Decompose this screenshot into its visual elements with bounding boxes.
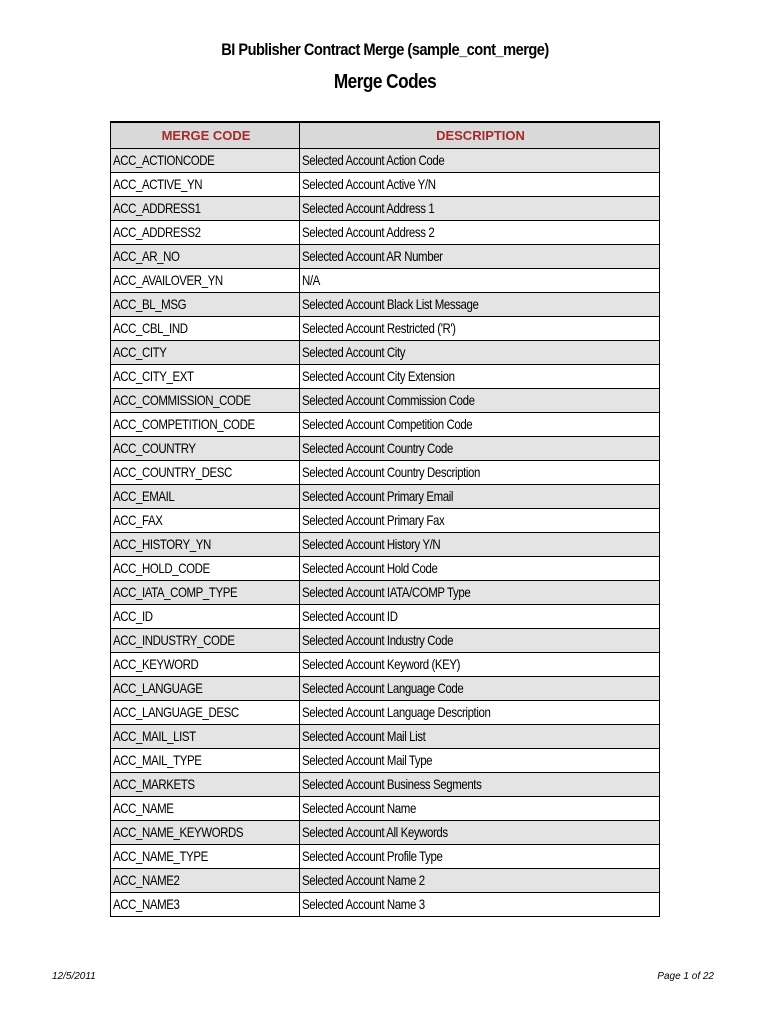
description-cell (300, 628, 660, 652)
table-row (111, 436, 660, 460)
description-cell (300, 268, 660, 292)
merge-code-cell-text: ACC_FAX (113, 512, 163, 528)
merge-code-cell-text: ACC_ACTIONCODE (113, 152, 215, 168)
description-cell (300, 388, 660, 412)
description-cell (300, 244, 660, 268)
description-cell-text: Selected Account City (302, 344, 406, 360)
description-cell (300, 604, 660, 628)
description-cell (300, 772, 660, 796)
table-row (111, 628, 660, 652)
table-row (111, 292, 660, 316)
merge-code-cell-text: ACC_IATA_COMP_TYPE (113, 584, 238, 600)
description-cell (300, 556, 660, 580)
footer-date: 12/5/2011 (52, 971, 96, 982)
merge-code-cell-text: ACC_ADDRESS2 (113, 224, 201, 240)
footer-page-number: Page 1 of 22 (657, 971, 714, 982)
merge-code-cell (111, 460, 300, 484)
table-row (111, 556, 660, 580)
merge-code-cell-text: ACC_EMAIL (113, 488, 175, 504)
description-cell-text: Selected Account Address 2 (302, 224, 435, 240)
description-cell-text: Selected Account Commission Code (302, 392, 475, 408)
table-row (111, 652, 660, 676)
table-row (111, 676, 660, 700)
description-cell (300, 460, 660, 484)
merge-code-cell (111, 196, 300, 220)
merge-codes-table (110, 121, 660, 917)
merge-code-cell-text: ACC_NAME_KEYWORDS (113, 824, 244, 840)
merge-code-cell-text: ACC_HOLD_CODE (113, 560, 210, 576)
description-cell-text: Selected Account Action Code (302, 152, 445, 168)
description-cell-text: Selected Account Profile Type (302, 848, 443, 864)
merge-code-cell-text: ACC_COMPETITION_CODE (113, 416, 255, 432)
description-cell-text: Selected Account Keyword (KEY) (302, 656, 461, 672)
description-cell-text: Selected Account Hold Code (302, 560, 438, 576)
merge-code-cell-text: ACC_MARKETS (113, 776, 195, 792)
table-row (111, 244, 660, 268)
description-cell (300, 724, 660, 748)
table-row (111, 820, 660, 844)
merge-code-cell-text: ACC_INDUSTRY_CODE (113, 632, 235, 648)
merge-code-cell (111, 316, 300, 340)
merge-code-cell (111, 652, 300, 676)
description-cell (300, 364, 660, 388)
description-cell-text: Selected Account Industry Code (302, 632, 454, 648)
merge-code-cell (111, 244, 300, 268)
merge-code-cell (111, 580, 300, 604)
merge-code-cell-text: ACC_LANGUAGE (113, 680, 203, 696)
merge-code-cell-text: ACC_HISTORY_YN (113, 536, 211, 552)
merge-code-cell-text: ACC_NAME_TYPE (113, 848, 208, 864)
description-cell-text: Selected Account Address 1 (302, 200, 435, 216)
description-cell-text: N/A (302, 272, 320, 288)
table-body (111, 148, 660, 916)
merge-code-cell-text: ACC_MAIL_TYPE (113, 752, 202, 768)
table-row (111, 892, 660, 916)
document-title: BI Publisher Contract Merge (sample_cont_merge) (221, 40, 549, 59)
column-header-description: DESCRIPTION (300, 122, 660, 148)
table-row (111, 700, 660, 724)
description-cell (300, 340, 660, 364)
description-cell-text: Selected Account Name 3 (302, 896, 425, 912)
description-cell (300, 316, 660, 340)
merge-code-cell (111, 412, 300, 436)
description-cell-text: Selected Account ID (302, 608, 398, 624)
table-row (111, 148, 660, 172)
table-row (111, 508, 660, 532)
document-subtitle: Merge Codes (333, 71, 437, 93)
merge-code-cell (111, 700, 300, 724)
description-cell-text: Selected Account Competition Code (302, 416, 473, 432)
merge-code-cell (111, 628, 300, 652)
description-cell-text: Selected Account City Extension (302, 368, 455, 384)
description-cell-text: Selected Account Active Y/N (302, 176, 436, 192)
description-cell-text: Selected Account Mail Type (302, 752, 433, 768)
description-cell-text: Selected Account Primary Email (302, 488, 454, 504)
table-row (111, 268, 660, 292)
description-cell (300, 580, 660, 604)
merge-code-cell (111, 772, 300, 796)
table-row (111, 844, 660, 868)
merge-code-cell-text: ACC_CITY (113, 344, 167, 360)
merge-code-cell (111, 484, 300, 508)
description-cell (300, 892, 660, 916)
merge-code-cell (111, 220, 300, 244)
description-cell-text: Selected Account Primary Fax (302, 512, 445, 528)
table-row (111, 340, 660, 364)
merge-code-cell (111, 556, 300, 580)
merge-code-cell-text: ACC_ACTIVE_YN (113, 176, 203, 192)
description-cell-text: Selected Account Name (302, 800, 416, 816)
description-cell-text: Selected Account Language Code (302, 680, 464, 696)
merge-code-cell-text: ACC_COMMISSION_CODE (113, 392, 251, 408)
description-cell (300, 484, 660, 508)
description-cell-text: Selected Account Language Description (302, 704, 491, 720)
table-row (111, 196, 660, 220)
merge-code-cell (111, 172, 300, 196)
merge-code-cell (111, 364, 300, 388)
description-cell-text: Selected Account AR Number (302, 248, 443, 264)
merge-code-cell-text: ACC_NAME2 (113, 872, 180, 888)
merge-code-cell-text: ACC_KEYWORD (113, 656, 199, 672)
table-row (111, 388, 660, 412)
description-cell (300, 148, 660, 172)
description-cell (300, 652, 660, 676)
table-row (111, 724, 660, 748)
table-row (111, 364, 660, 388)
description-cell-text: Selected Account Country Description (302, 464, 480, 480)
description-cell-text: Selected Account Black List Message (302, 296, 479, 312)
table-row (111, 172, 660, 196)
merge-code-cell (111, 868, 300, 892)
merge-code-cell-text: ACC_COUNTRY_DESC (113, 464, 232, 480)
merge-code-cell (111, 604, 300, 628)
merge-code-cell (111, 268, 300, 292)
merge-code-cell (111, 292, 300, 316)
description-cell (300, 220, 660, 244)
description-cell (300, 436, 660, 460)
description-cell (300, 820, 660, 844)
description-cell (300, 868, 660, 892)
merge-code-cell (111, 844, 300, 868)
description-cell (300, 700, 660, 724)
merge-code-cell-text: ACC_CBL_IND (113, 320, 188, 336)
table-row (111, 412, 660, 436)
description-cell (300, 412, 660, 436)
table-row (111, 748, 660, 772)
table-row (111, 460, 660, 484)
merge-code-cell (111, 436, 300, 460)
table-row (111, 604, 660, 628)
description-cell-text: Selected Account Country Code (302, 440, 453, 456)
description-cell-text: Selected Account Restricted ('R') (302, 320, 456, 336)
merge-code-cell-text: ACC_AR_NO (113, 248, 180, 264)
table-row (111, 484, 660, 508)
description-cell (300, 292, 660, 316)
description-cell (300, 508, 660, 532)
description-cell (300, 196, 660, 220)
description-cell-text: Selected Account Name 2 (302, 872, 425, 888)
merge-code-cell (111, 796, 300, 820)
merge-code-cell-text: ACC_COUNTRY (113, 440, 196, 456)
description-cell (300, 796, 660, 820)
description-cell-text: Selected Account IATA/COMP Type (302, 584, 471, 600)
description-cell (300, 532, 660, 556)
description-cell-text: Selected Account Business Segments (302, 776, 482, 792)
description-cell-text: Selected Account History Y/N (302, 536, 441, 552)
merge-code-cell-text: ACC_AVAILOVER_YN (113, 272, 223, 288)
merge-code-cell (111, 508, 300, 532)
merge-code-cell-text: ACC_LANGUAGE_DESC (113, 704, 239, 720)
column-header-merge-code: MERGE CODE (111, 122, 300, 148)
merge-code-cell-text: ACC_CITY_EXT (113, 368, 194, 384)
table-header-row (111, 122, 660, 148)
merge-code-cell-text: ACC_ID (113, 608, 153, 624)
merge-code-cell (111, 724, 300, 748)
merge-code-cell (111, 148, 300, 172)
merge-code-cell-text: ACC_NAME3 (113, 896, 180, 912)
merge-code-cell-text: ACC_ADDRESS1 (113, 200, 201, 216)
merge-code-cell (111, 820, 300, 844)
merge-code-cell-text: ACC_MAIL_LIST (113, 728, 196, 744)
description-cell-text: Selected Account Mail List (302, 728, 426, 744)
merge-code-cell-text: ACC_BL_MSG (113, 296, 187, 312)
table-row (111, 580, 660, 604)
table-row (111, 316, 660, 340)
description-cell (300, 748, 660, 772)
merge-code-cell-text: ACC_NAME (113, 800, 174, 816)
merge-code-cell (111, 388, 300, 412)
table-row (111, 220, 660, 244)
table-row (111, 868, 660, 892)
table-row (111, 532, 660, 556)
merge-code-cell (111, 532, 300, 556)
table-row (111, 796, 660, 820)
description-cell-text: Selected Account All Keywords (302, 824, 448, 840)
description-cell (300, 844, 660, 868)
merge-code-cell (111, 892, 300, 916)
merge-code-cell (111, 340, 300, 364)
description-cell (300, 172, 660, 196)
merge-code-cell (111, 748, 300, 772)
description-cell (300, 676, 660, 700)
table-row (111, 772, 660, 796)
merge-code-cell (111, 676, 300, 700)
